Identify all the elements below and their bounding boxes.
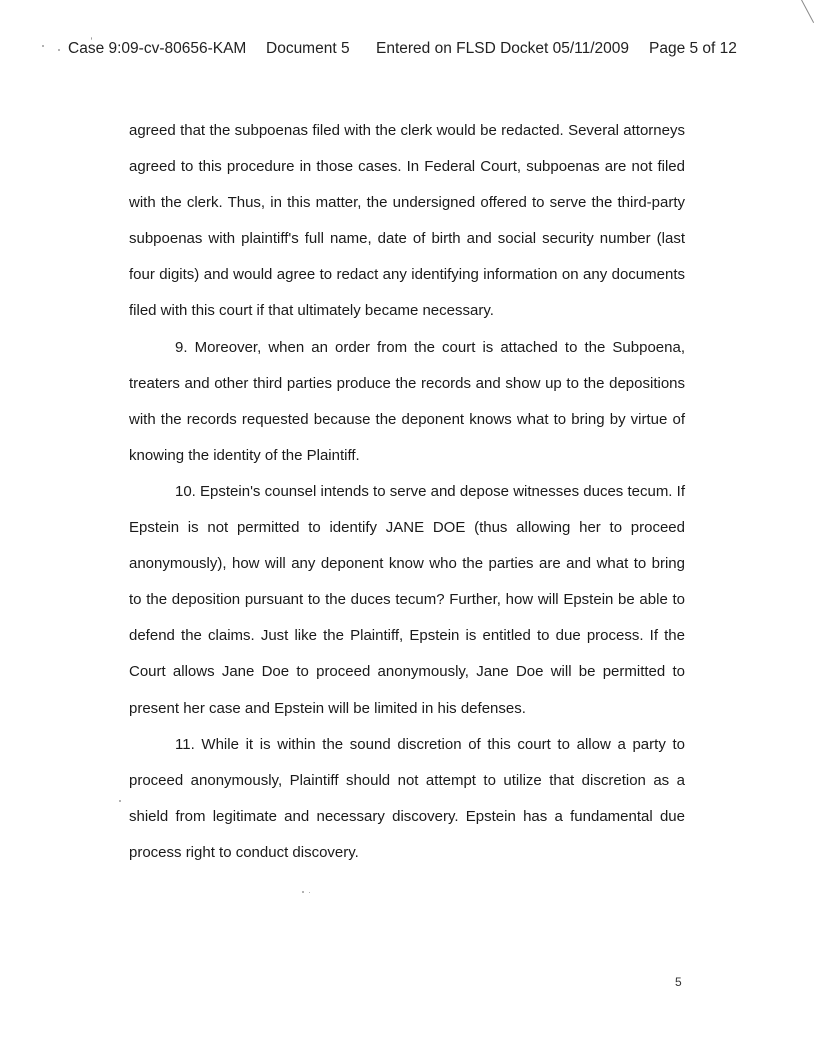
scan-speck [91,37,92,40]
scan-speck [58,49,60,51]
scan-speck [42,45,44,47]
docket-entry-date: Entered on FLSD Docket 05/11/2009 [376,40,630,57]
scan-speck [309,892,310,893]
scan-edge-line [801,0,814,23]
docket-header [68,40,748,62]
page-count: Page 5 of 12 [649,40,737,57]
paragraph-11: 11. While it is within the sound discretion of this court to allow a party to proceed anonymously, Plaintiff should not attempt to utilize that discretion as a shield from legitimate and necessary discovery. Epstein has a fundamental due process right to conduct discovery. [129,735,685,861]
paragraph-10: 10. Epstein's counsel intends to serve and depose witnesses duces tecum. If Epstein is not permitted to identify JANE DOE (thus allowing her to proceed anonymously), how will any deponent know who the parties are and what to bring to the deposition pursuant to the duces tecum? Further, how will Epstein be able to defend the claims. Just like the Plaintiff, Epstein is entitled to due process. If the Court allows Jane Doe to proceed anonymously, Jane Doe will be permitted to present her case and Epstein will be limited in his defenses. [129,482,685,717]
scan-speck [119,800,121,802]
page-number: 5 [675,975,682,989]
case-number: Case 9:09-cv-80656-KAM [68,40,247,57]
paragraph-9: 9. Moreover, when an order from the court is attached to the Subpoena, treaters and other third parties produce the records and show up to the depositions with the records requested because the deponent knows what to bring by virtue of knowing the identity of the Plaintiff. [129,338,685,464]
paragraph-continuation: agreed that the subpoenas filed with the clerk would be redacted. Several attorneys agreed to this procedure in those cases. In Federal Court, subpoenas are not filed with the clerk. Thus, in this matter, the undersigned offered to serve the third-party subpoenas with plaintiff's full name, date of birth and social security number (last four digits) and would agree to redact any identifying information on any documents filed with this court if that ultimately became necessary. [129,122,685,320]
scan-speck [302,891,304,893]
document-body [129,113,685,871]
document-number: Document 5 [266,40,350,57]
